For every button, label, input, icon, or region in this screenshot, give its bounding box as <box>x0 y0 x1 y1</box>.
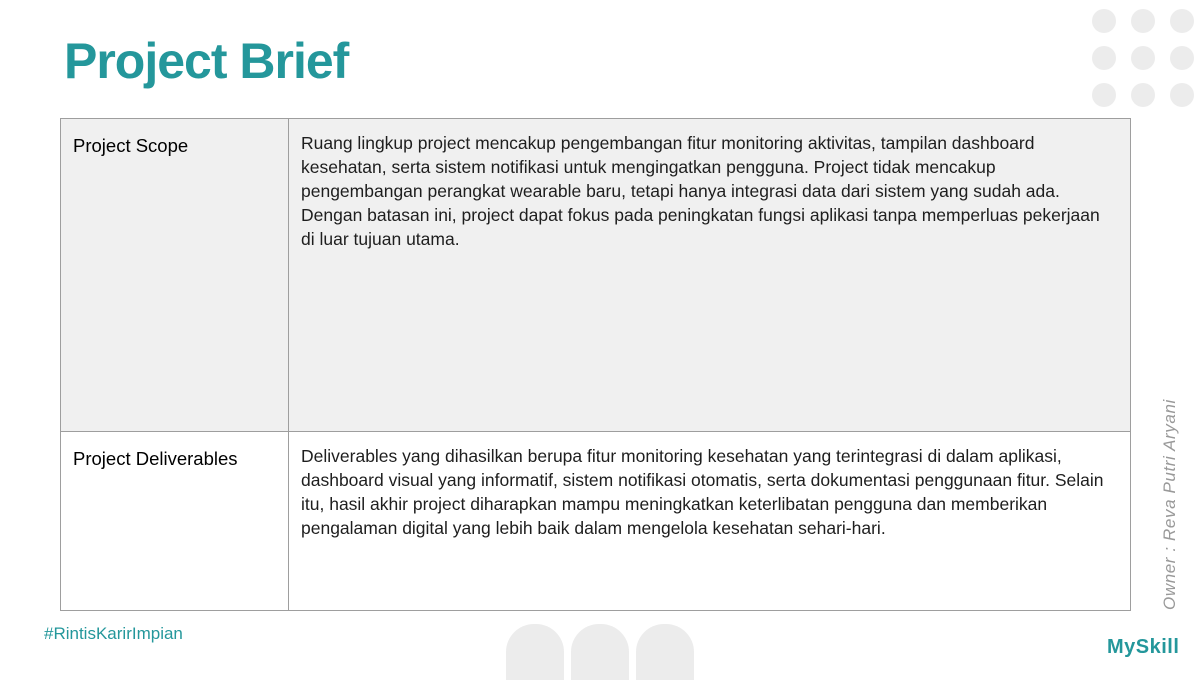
table-row-project-deliverables <box>61 432 1131 611</box>
dot <box>1131 46 1155 70</box>
dot <box>1170 83 1194 107</box>
dot <box>1092 46 1116 70</box>
dot-grid-decoration <box>1092 9 1200 109</box>
dot <box>1170 9 1194 33</box>
tab-decoration <box>636 624 694 680</box>
table-row-project-scope <box>61 119 1131 432</box>
dot <box>1092 83 1116 107</box>
myskill-logo: MySkill <box>1107 636 1180 658</box>
dot <box>1092 9 1116 33</box>
dot <box>1131 9 1155 33</box>
project-deliverables-content: Deliverables yang dihasilkan berupa fitur monitoring kesehatan yang terintegrasi di dalam aplikasi, dashboard visual yang informatif, sistem notifikasi otomatis, serta dokumentasi penggunaan fitur. Selain itu, hasil akhir project diharapkan mampu meningkatkan keterlibatan pengguna dan memberikan pengalaman digital yang lebih baik dalam mengelola kesehatan sehari-hari. <box>289 432 1131 611</box>
tab-decoration <box>571 624 629 680</box>
project-brief-table <box>60 118 1131 611</box>
dot <box>1131 83 1155 107</box>
hashtag: #RintisKarirImpian <box>44 624 183 643</box>
project-scope-content: Ruang lingkup project mencakup pengembangan fitur monitoring aktivitas, tampilan dashboard kesehatan, serta sistem notifikasi untuk mengingatkan pengguna. Project tidak mencakup pengembangan perangkat wearable baru, tetapi hanya integrasi data dari sistem yang sudah ada. Dengan batasan ini, project dapat fokus pada peningkatan fungsi aplikasi tanpa memperluas pekerjaan di luar tujuan utama. <box>289 119 1131 432</box>
project-deliverables-label: Project Deliverables <box>61 432 289 611</box>
dot <box>1170 46 1194 70</box>
owner-credit: Owner : Reva Putri Aryani <box>1160 399 1179 610</box>
page-title: Project Brief <box>64 33 349 89</box>
project-scope-label: Project Scope <box>61 119 289 432</box>
tab-decoration <box>506 624 564 680</box>
